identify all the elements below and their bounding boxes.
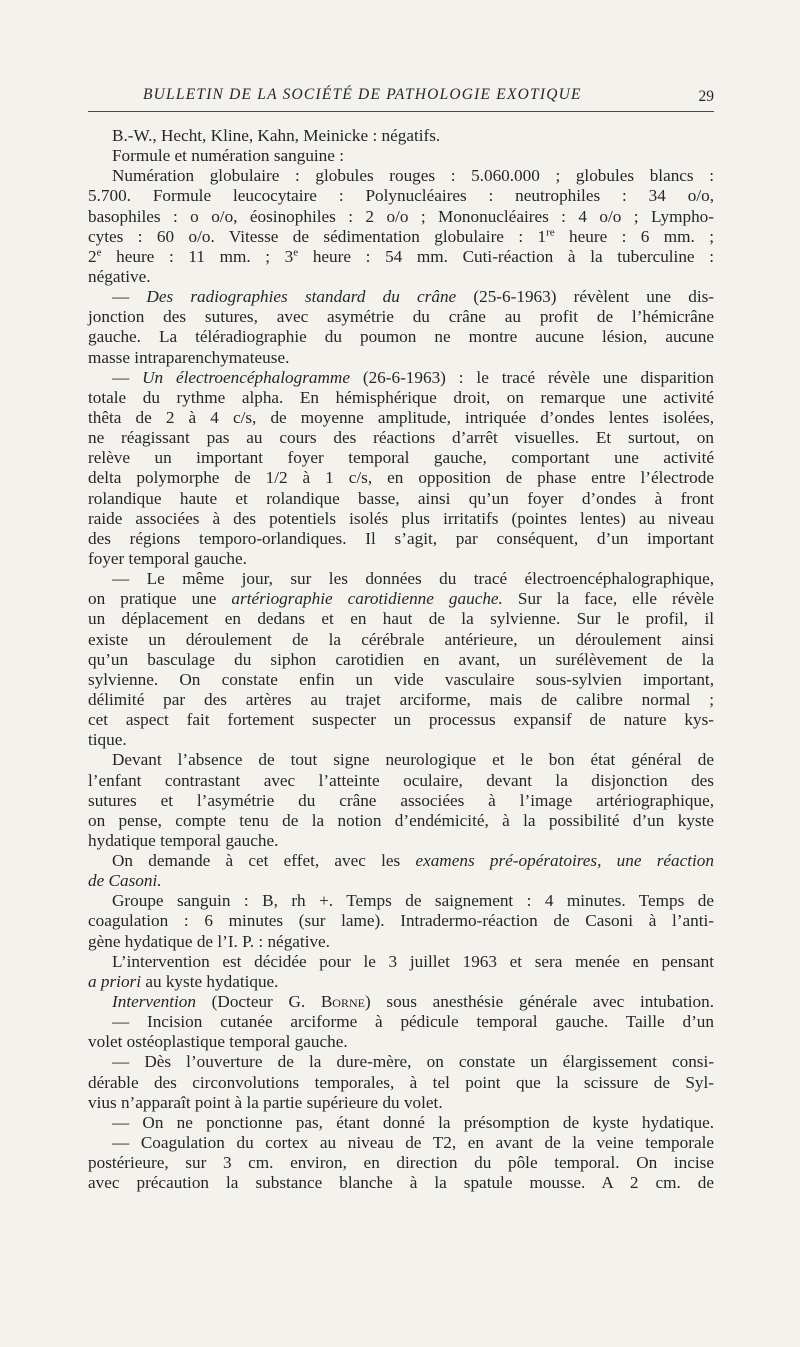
journal-title: BULLETIN DE LA SOCIÉTÉ DE PATHOLOGIE EXOTIQUE xyxy=(143,86,582,103)
text-run: des régions temporo-orlandiques. Il s’agit, par conséquent, d’un important xyxy=(88,528,714,548)
text-line xyxy=(88,952,714,972)
text-run: Intervention xyxy=(112,992,196,1012)
running-header xyxy=(88,86,714,112)
text-run: on pratique une xyxy=(88,589,232,609)
text-run: l’enfant contrastant avec l’atteinte oculaire, devant la disjonction des xyxy=(88,770,714,790)
text-line xyxy=(88,227,714,247)
text-line xyxy=(88,509,714,529)
text-line xyxy=(88,831,714,851)
text-run: hydatique temporal gauche. xyxy=(88,830,279,850)
text-run: B.-W., Hecht, Kline, Kahn, Meinicke : négatifs. xyxy=(112,126,441,145)
text-run: On demande à cet effet, avec les xyxy=(112,851,416,871)
text-run: de Casoni. xyxy=(88,871,162,891)
text-run: cet aspect fait fortement suspecter un processus expansif de nature kys- xyxy=(88,710,714,730)
text-line xyxy=(88,1173,714,1193)
text-line xyxy=(88,307,714,327)
text-run: sutures et l’asymétrie du crâne associées à l’image artériographique, xyxy=(88,790,714,810)
text-line xyxy=(88,408,714,428)
text-run: — Incision cutanée arciforme à pédicule temporal gauche. Taille d’un xyxy=(112,1012,714,1032)
text-line xyxy=(88,267,714,287)
text-run: heure : 11 mm. ; 3 xyxy=(101,246,294,266)
text-run: Groupe sanguin : B, rh +. Temps de saignement : 4 minutes. Temps de xyxy=(112,891,714,911)
header-rule xyxy=(88,111,714,112)
text-line xyxy=(88,1032,714,1052)
text-run: gauche. La téléradiographie du poumon ne montre aucune lésion, aucune xyxy=(88,327,714,347)
text-line xyxy=(88,388,714,408)
text-run: 2 xyxy=(88,246,97,266)
text-run: avec précaution la substance blanche à la spatule mousse. A 2 cm. de xyxy=(88,1173,714,1193)
text-run: examens pré-opératoires, une réaction xyxy=(415,851,714,871)
text-run: négative. xyxy=(88,266,151,286)
text-line xyxy=(88,348,714,368)
text-run: foyer temporal gauche. xyxy=(88,548,247,568)
text-run: artériographie carotidienne gauche. xyxy=(231,589,503,609)
text-run: tique. xyxy=(88,730,127,750)
text-line xyxy=(88,750,714,770)
text-run: masse intraparenchymateuse. xyxy=(88,347,290,367)
superscript: e xyxy=(293,246,299,259)
text-run: Des radiographies standard du crâne xyxy=(146,287,457,307)
page-number: 29 xyxy=(698,88,714,105)
text-line xyxy=(88,932,714,952)
text-run: Numération globulaire : globules rouges : 5.060.000 ; globules blancs : xyxy=(112,166,714,186)
text-run: heure : 54 mm. Cuti-réaction à la tuberculine : xyxy=(298,246,714,266)
text-line xyxy=(88,1073,714,1093)
text-line xyxy=(88,690,714,710)
text-line xyxy=(88,891,714,911)
text-run: délimité par des artères au trajet arciforme, mais de calibre normal ; xyxy=(88,689,714,709)
text-line xyxy=(88,1012,714,1032)
text-run: sylvienne. On constate enfin un vide vasculaire sous-sylvien important, xyxy=(88,669,714,689)
text-run: existe un déroulement de la cérébrale antérieure, un déroulement ainsi xyxy=(88,629,714,649)
text-line xyxy=(88,730,714,750)
text-run: vius n’apparaît point à la partie supérieure du volet. xyxy=(88,1092,443,1112)
text-run: (25-6-1963) révèlent une dis- xyxy=(456,287,715,307)
text-line xyxy=(88,468,714,488)
text-run: ) sous anesthésie générale avec intubation. xyxy=(364,992,714,1012)
text-run: Un électroencéphalogramme xyxy=(142,367,350,387)
text-line xyxy=(88,791,714,811)
text-run: postérieure, sur 3 cm. environ, en direction du pôle temporal. On incise xyxy=(88,1153,714,1173)
text-line xyxy=(88,630,714,650)
text-run: un déplacement en dedans et en haut de la sylvienne. Sur le profil, il xyxy=(88,609,714,629)
text-line xyxy=(88,1133,714,1153)
body-text xyxy=(88,126,714,1193)
text-line xyxy=(88,428,714,448)
superscript: re xyxy=(546,225,555,238)
text-run: L’intervention est décidée pour le 3 juillet 1963 et sera menée en pensant xyxy=(112,951,714,971)
text-run: jonction des sutures, avec asymétrie du crâne au profit de l’hémicrâne xyxy=(88,307,714,327)
text-line xyxy=(88,448,714,468)
text-line xyxy=(88,1113,714,1133)
text-line xyxy=(88,186,714,206)
text-run: 5.700. Formule leucocytaire : Polynucléaires : neutrophiles : 34 o/o, xyxy=(88,186,714,206)
text-line xyxy=(88,166,714,186)
text-line xyxy=(88,368,714,388)
text-line xyxy=(88,710,714,730)
superscript: e xyxy=(96,246,102,259)
text-line xyxy=(88,146,714,166)
text-run: — Dès l’ouverture de la dure-mère, on constate un élargissement consi- xyxy=(112,1052,714,1072)
text-line xyxy=(88,1052,714,1072)
text-line xyxy=(88,670,714,690)
text-run: heure : 6 mm. ; xyxy=(554,226,714,246)
text-run: Formule et numération sanguine : xyxy=(112,146,344,166)
text-run: a priori xyxy=(88,971,142,991)
text-line xyxy=(88,1153,714,1173)
text-run: (Docteur G. xyxy=(196,992,321,1012)
text-line xyxy=(88,1093,714,1113)
text-run: thêta de 2 à 4 c/s, de moyenne amplitude, intriquée d’ondes lentes isolées, xyxy=(88,407,714,427)
text-run: — On ne ponctionne pas, étant donné la présomption de kyste hydatique. xyxy=(112,1112,714,1132)
text-run: totale du rythme alpha. En hémisphérique droit, on remarque une activité xyxy=(88,387,714,407)
text-run: volet ostéoplastique temporal gauche. xyxy=(88,1032,348,1052)
text-line xyxy=(88,569,714,589)
text-run: rolandique haute et rolandique basse, ainsi qu’un foyer d’ondes à front xyxy=(88,488,714,508)
text-line xyxy=(88,489,714,509)
text-run: — Coagulation du cortex au niveau de T2, en avant de la veine temporale xyxy=(112,1133,714,1153)
text-line xyxy=(88,529,714,549)
text-run: au kyste hydatique. xyxy=(141,971,279,991)
text-run: basophiles : o o/o, éosinophiles : 2 o/o ; Mononucléaires : 4 o/o ; Lympho- xyxy=(88,206,714,226)
text-run: on pense, compte tenu de la notion d’endémicité, à la possibilité d’un kyste xyxy=(88,810,714,830)
text-run: Devant l’absence de tout signe neurologique et le bon état général de xyxy=(112,750,714,770)
text-run: — xyxy=(112,367,143,387)
text-run: — Le même jour, sur les données du tracé électroencéphalographique, xyxy=(112,569,714,589)
text-run: (26-6-1963) : le tracé révèle une disparition xyxy=(349,367,714,387)
text-run: delta polymorphe de 1/2 à 1 c/s, en opposition de phase entre l’électrode xyxy=(88,468,714,488)
text-run: ne réagissant pas au cours des réactions d’arrêt visuelles. Et surtout, on xyxy=(88,428,714,448)
text-line xyxy=(88,609,714,629)
text-line xyxy=(88,247,714,267)
text-run: relève un important foyer temporal gauche, comportant une activité xyxy=(88,448,714,468)
text-run: coagulation : 6 minutes (sur lame). Intradermo-réaction de Casoni à l’anti- xyxy=(88,911,714,931)
text-line xyxy=(88,207,714,227)
text-line xyxy=(88,287,714,307)
text-run: cytes : 60 o/o. Vitesse de sédimentation globulaire : 1 xyxy=(88,226,547,246)
text-run: qu’un basculage du siphon carotidien en avant, un surélèvement de la xyxy=(88,649,714,669)
text-line xyxy=(88,851,714,871)
text-line xyxy=(88,549,714,569)
text-line xyxy=(88,650,714,670)
text-run: dérable des circonvolutions temporales, à tel point que la scissure de Syl- xyxy=(88,1072,714,1092)
text-line xyxy=(88,871,714,891)
text-line xyxy=(88,327,714,347)
text-run: — xyxy=(112,287,147,307)
text-line xyxy=(88,589,714,609)
text-line xyxy=(88,911,714,931)
text-line xyxy=(88,972,714,992)
text-line xyxy=(88,811,714,831)
text-line xyxy=(88,126,714,146)
text-run: Sur la face, elle révèle xyxy=(502,589,714,609)
text-line xyxy=(88,992,714,1012)
text-run: Borne xyxy=(320,992,365,1012)
text-run: raide associées à des potentiels isolés plus irritatifs (pointes lentes) au niveau xyxy=(88,508,714,528)
text-run: gène hydatique de l’I. P. : négative. xyxy=(88,931,330,951)
text-line xyxy=(88,771,714,791)
